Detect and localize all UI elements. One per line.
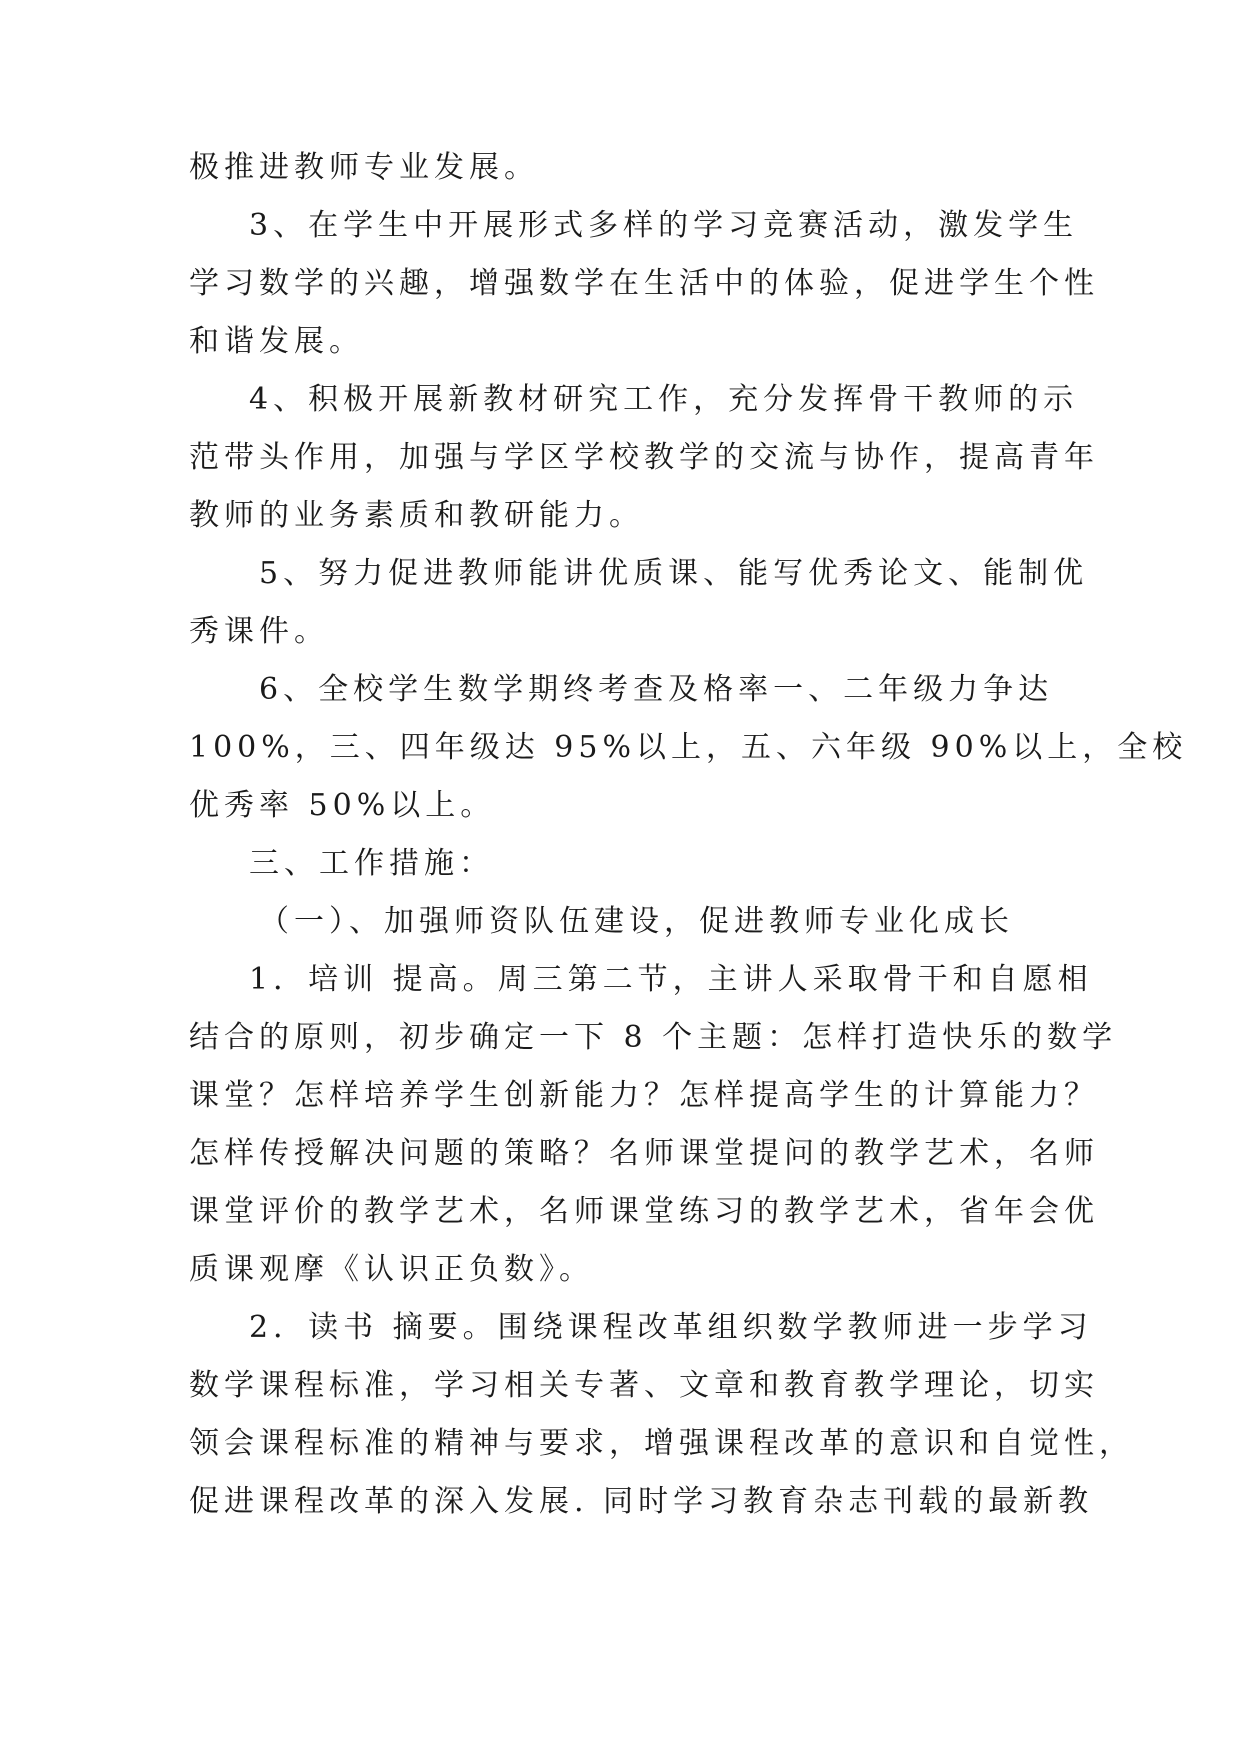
text-line: （一）、加强师资队伍建设，促进教师专业化成长 [259,904,1014,939]
text-line: 5、努力促进教师能讲优质课、能写优秀论文、能制优 [259,556,1089,591]
text-line: 6、全校学生数学期终考查及格率一、二年级力争达 [259,672,1054,707]
text-line: 学习数学的兴趣，增强数学在生活中的体验，促进学生个性 [189,266,1099,301]
text-line: 3、在学生中开展形式多样的学习竞赛活动，激发学生 [249,208,1079,243]
text-line: 三、工作措施： [249,846,494,881]
text-line: 100%，三、四年级达 95%以上，五、六年级 90%以上，全校 [189,730,1188,765]
text-line: 范带头作用，加强与学区学校教学的交流与协作，提高青年 [189,440,1099,475]
text-line: 教师的业务素质和教研能力。 [189,498,644,533]
text-line: 1．培训 提高。周三第二节，主讲人采取骨干和自愿相 [249,962,1093,997]
text-line: 数学课程标准，学习相关专著、文章和教育教学理论，切实 [189,1368,1099,1403]
text-line: 怎样传授解决问题的策略？名师课堂提问的教学艺术，名师 [189,1136,1099,1171]
text-line: 极推进教师专业发展。 [189,150,539,185]
text-line: 领会课程标准的精神与要求，增强课程改革的意识和自觉性， [189,1426,1134,1461]
text-line: 促进课程改革的深入发展. 同时学习教育杂志刊载的最新教 [189,1484,1094,1519]
text-line: 秀课件。 [189,614,329,649]
text-line: 4、积极开展新教材研究工作，充分发挥骨干教师的示 [249,382,1079,417]
text-line: 结合的原则，初步确定一下 8 个主题：怎样打造快乐的数学 [189,1020,1118,1055]
text-line: 2．读书 摘要。围绕课程改革组织数学教师进一步学习 [249,1310,1093,1345]
text-line: 和谐发展。 [189,324,364,359]
text-line: 课堂评价的教学艺术，名师课堂练习的教学艺术，省年会优 [189,1194,1099,1229]
text-line: 课堂？怎样培养学生创新能力？怎样提高学生的计算能力？ [189,1078,1099,1113]
text-line: 质课观摩《认识正负数》。 [189,1252,594,1287]
document-body [189,139,1188,1531]
text-line: 优秀率 50%以上。 [189,788,496,823]
